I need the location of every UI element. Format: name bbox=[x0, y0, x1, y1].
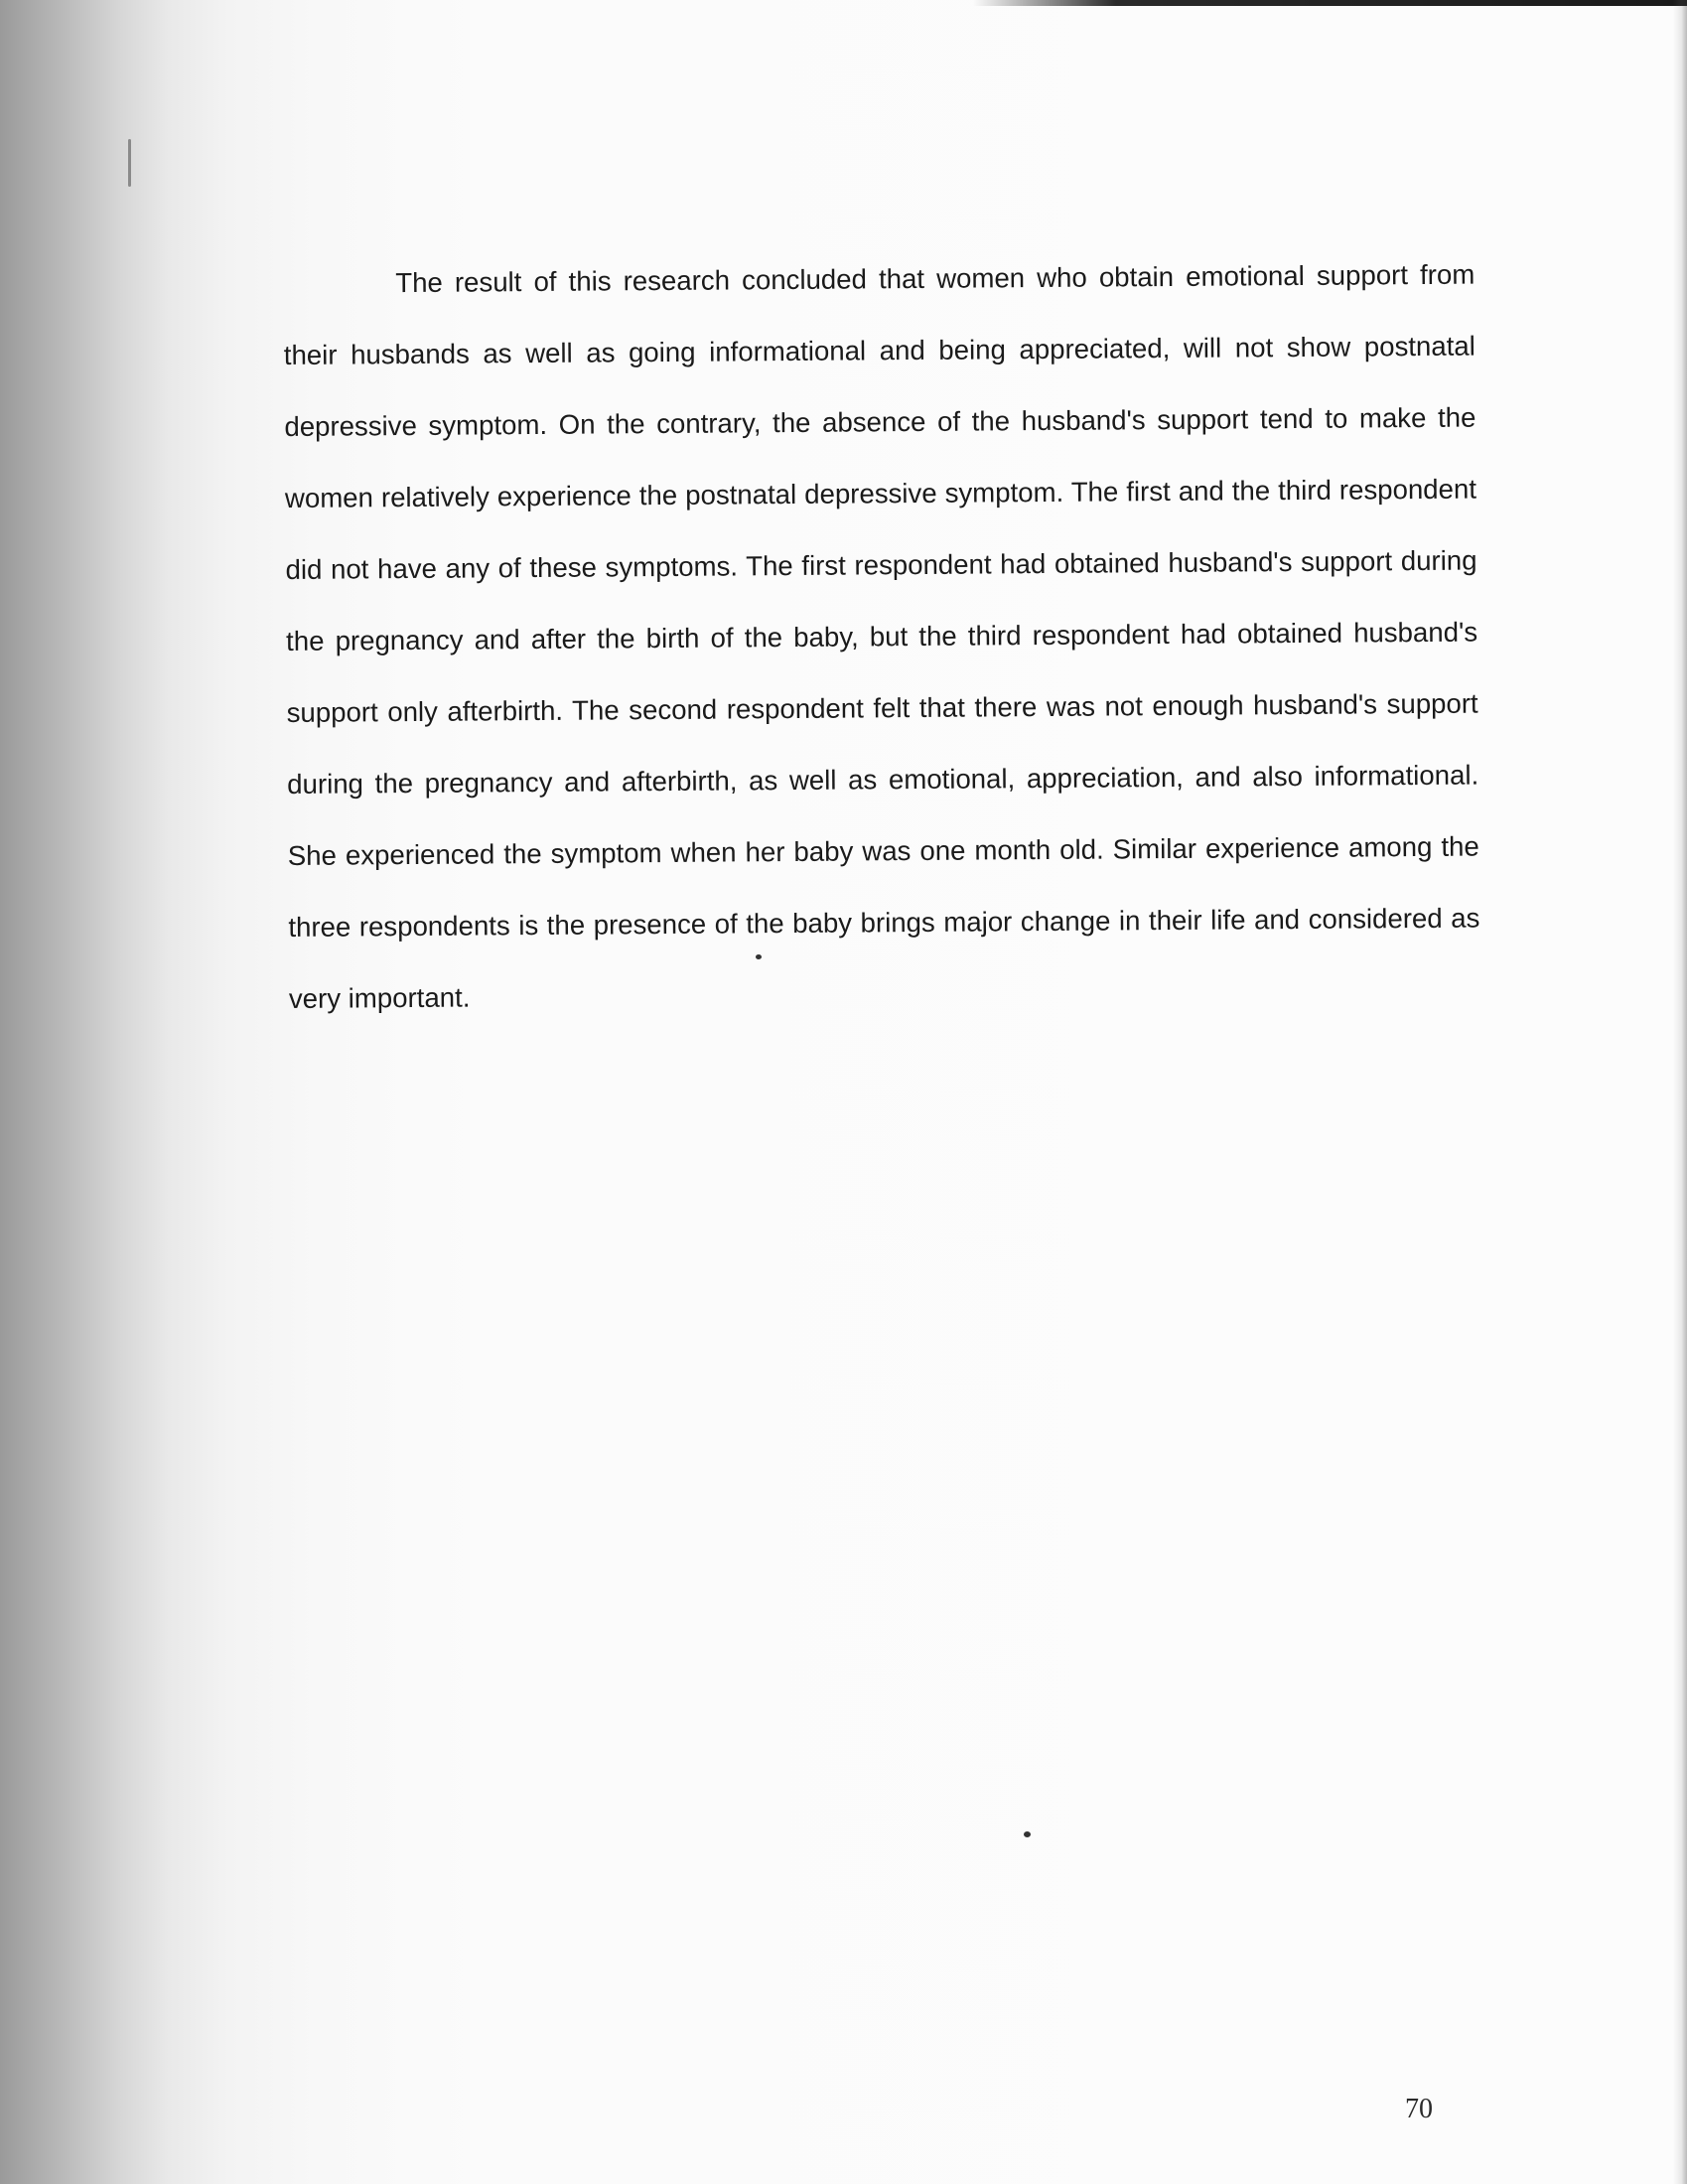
ink-speck bbox=[128, 139, 131, 187]
page-top-edge-shadow bbox=[973, 0, 1687, 6]
body-paragraph: The result of this research concluded that women who obtain emotional support from their husbands as well as going informational and being appreciated, will not show postnatal depressive symptom. On the contrary, the absence of the husband's support tend to make the women relatively experience the postnatal depressive symptom. The first and the third respondent did not have any of these symptoms. The first respondent had obtained husband's support during the pregnancy and after the birth of the baby, but the third respondent had obtained husband's support only afterbirth. The second respondent felt that there was not enough husband's support during the pregnancy and afterbirth, as well as emotional, appreciation, and also informational. She experienced the symptom when her baby was one month old. Similar experience among the three respondents is the presence of the baby brings major change in their life and considered as very important. bbox=[283, 258, 1480, 1014]
ink-speck bbox=[1024, 1831, 1031, 1837]
page-right-edge-shadow bbox=[1673, 0, 1687, 2184]
page-number: 70 bbox=[1405, 2094, 1433, 2124]
